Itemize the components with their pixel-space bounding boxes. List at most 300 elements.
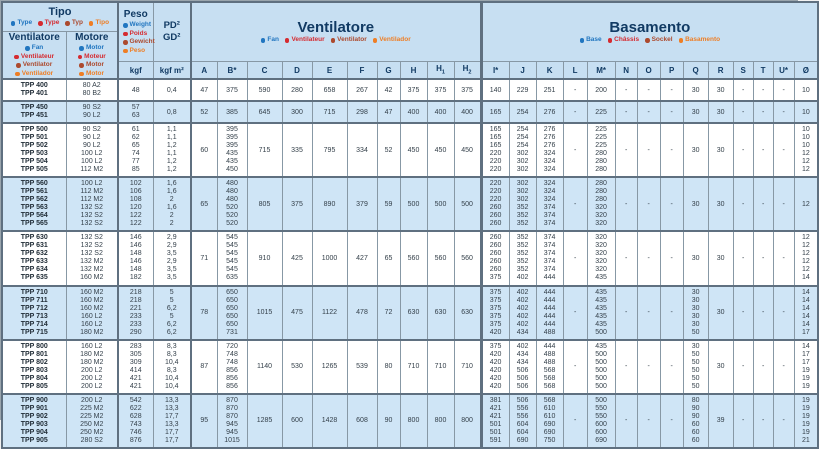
cell-n: -	[615, 231, 637, 285]
bullet-icon	[645, 38, 650, 43]
cell-b: 870 870 870 945 945 1015	[217, 394, 247, 448]
cell-f: 539	[347, 340, 377, 394]
cell-kgfm2: 0,8	[153, 101, 191, 123]
dim-column-header-h1: $H_1$	[427, 62, 454, 80]
cell-models: TPP 710 TPP 711 TPP 712 TPP 713 TPP 714 TPP 715	[2, 286, 66, 340]
cell-q: 30	[683, 123, 708, 177]
cell-m: 320 320 320 320 320 435	[587, 231, 615, 285]
basamento-section-langs	[483, 36, 818, 45]
cell-h1: 710	[427, 340, 454, 394]
ventilatore-section-langs	[192, 36, 480, 45]
cell-h: 375	[400, 79, 427, 101]
bullet-icon	[16, 63, 21, 68]
cell-dia: 19 19 19 19 19 21	[794, 394, 818, 448]
cell-f: 379	[347, 177, 377, 231]
cell-u: -	[773, 177, 794, 231]
cell-k: 568 610 610 690 690 750	[536, 394, 563, 448]
cell-a: 87	[191, 340, 217, 394]
bullet-icon	[285, 38, 290, 43]
cell-t: -	[753, 177, 773, 231]
cell-p: -	[660, 177, 683, 231]
ventilatore-column-header	[2, 32, 66, 80]
cell-o: -	[637, 101, 660, 123]
lang-label: Ventilator	[331, 36, 367, 45]
cell-s: -	[733, 394, 753, 448]
group-row-tpp-630	[2, 231, 818, 285]
cell-e: 715	[312, 101, 347, 123]
dim-column-header-k: K	[536, 62, 563, 80]
cell-kgfm2: 2,9 2,9 3,5 2,9 3,5 3,5	[153, 231, 191, 285]
cell-i: 165	[481, 101, 509, 123]
dim-column-header-l: L	[563, 62, 587, 80]
cell-kgf: 61 62 65 74 77 85	[118, 123, 153, 177]
cell-i: 165 165 165 220 220 220	[481, 123, 509, 177]
lang-label: Gewicht	[123, 38, 155, 47]
cell-c: 1015	[247, 286, 282, 340]
cell-g: 72	[377, 286, 400, 340]
cell-q: 30 30 30 30 30 50	[683, 286, 708, 340]
lang-label: Ventilator	[16, 61, 52, 70]
cell-j: 254 254 254 302 302 302	[509, 123, 536, 177]
bullet-icon	[25, 46, 30, 51]
cell-m: 435 500 500 500 500 500	[587, 340, 615, 394]
tipo-title: Tipo	[48, 6, 72, 19]
kgf-unit-header: kgf	[118, 62, 153, 80]
cell-l: -	[563, 394, 587, 448]
bullet-icon	[580, 38, 585, 43]
peso-langs	[119, 21, 153, 55]
dim-column-header-h: H	[400, 62, 427, 80]
cell-d: 475	[282, 286, 312, 340]
cell-dia: 14 17 17 19 19 19	[794, 340, 818, 394]
cell-models: TPP 630 TPP 631 TPP 632 TPP 633 TPP 634 TPP 635	[2, 231, 66, 285]
ventilatore-column-title: Ventilatore	[8, 32, 60, 43]
cell-q: 30	[683, 79, 708, 101]
cell-r: 39	[708, 394, 733, 448]
cell-l: -	[563, 177, 587, 231]
cell-f: 478	[347, 286, 377, 340]
cell-kgf: 48	[118, 79, 153, 101]
cell-h: 450	[400, 123, 427, 177]
cell-models: TPP 450 TPP 451	[2, 101, 66, 123]
cell-h: 500	[400, 177, 427, 231]
cell-dia: 10	[794, 79, 818, 101]
cell-h1: 400	[427, 101, 454, 123]
lang-label: Poids	[123, 30, 147, 39]
dim-column-header-o: O	[637, 62, 660, 80]
cell-e: 795	[312, 123, 347, 177]
lang-label: Motor	[79, 70, 104, 79]
cell-h: 800	[400, 394, 427, 448]
cell-motors: 160 L2 180 M2 180 M2 200 L2 200 L2 200 L2	[66, 340, 118, 394]
cell-t: -	[753, 286, 773, 340]
cell-i: 375 375 375 375 375 420	[481, 286, 509, 340]
cell-j: 254	[509, 101, 536, 123]
dim-column-header-n: N	[615, 62, 637, 80]
lang-label: Basamento	[679, 36, 721, 45]
cell-n: -	[615, 340, 637, 394]
cell-h2: 560	[454, 231, 481, 285]
cell-n: -	[615, 394, 637, 448]
bullet-icon	[15, 72, 20, 77]
lang-label: Tipo	[89, 19, 109, 28]
cell-h2: 500	[454, 177, 481, 231]
cell-t: -	[753, 123, 773, 177]
cell-s: -	[733, 123, 753, 177]
cell-a: 47	[191, 79, 217, 101]
cell-b: 650 650 650 650 650 731	[217, 286, 247, 340]
ventilatore-column-langs	[3, 44, 66, 78]
cell-kgf: 57 63	[118, 101, 153, 123]
cell-kgf: 102 106 108 120 122 122	[118, 177, 153, 231]
cell-j: 302 302 302 352 352 352	[509, 177, 536, 231]
cell-kgfm2: 8,3 8,3 10,4 8,3 10,4 10,4	[153, 340, 191, 394]
cell-k: 444 488 488 568 568 568	[536, 340, 563, 394]
cell-i: 381 421 421 501 501 591	[481, 394, 509, 448]
lang-label: Weight	[123, 21, 151, 30]
cell-o: -	[637, 340, 660, 394]
cell-g: 90	[377, 394, 400, 448]
cell-g: 47	[377, 101, 400, 123]
cell-k: 276	[536, 101, 563, 123]
cell-s: -	[733, 79, 753, 101]
cell-d: 425	[282, 231, 312, 285]
lang-label: Ventilador	[373, 36, 411, 45]
motore-column-header	[66, 32, 118, 80]
cell-b: 545 545 545 545 545 635	[217, 231, 247, 285]
cell-h2: 630	[454, 286, 481, 340]
cell-h1: 450	[427, 123, 454, 177]
cell-models: TPP 400 TPP 401	[2, 79, 66, 101]
dim-column-header-c: C	[247, 62, 282, 80]
dim-column-header-dia: Ø	[794, 62, 818, 80]
bullet-icon	[11, 21, 16, 26]
cell-b: 720 748 748 856 856 856	[217, 340, 247, 394]
cell-r: 30	[708, 286, 733, 340]
cell-p: -	[660, 286, 683, 340]
cell-d: 335	[282, 123, 312, 177]
dim-column-header-q: Q	[683, 62, 708, 80]
cell-h2: 800	[454, 394, 481, 448]
cell-u: -	[773, 394, 794, 448]
cell-l: -	[563, 286, 587, 340]
dim-column-header-g: G	[377, 62, 400, 80]
cell-l: -	[563, 231, 587, 285]
dim-column-header-s: S	[733, 62, 753, 80]
bullet-icon	[89, 21, 94, 26]
cell-k: 276 276 276 324 324 324	[536, 123, 563, 177]
cell-q: 30	[683, 177, 708, 231]
cell-kgf: 283 305 309 414 421 421	[118, 340, 153, 394]
cell-o: -	[637, 79, 660, 101]
cell-motors: 90 S2 90 L2	[66, 101, 118, 123]
cell-q: 30 50 50 50 50 50	[683, 340, 708, 394]
lang-label: Motor	[79, 44, 104, 53]
cell-s: -	[733, 340, 753, 394]
cell-o: -	[637, 231, 660, 285]
cell-i: 140	[481, 79, 509, 101]
cell-c: 590	[247, 79, 282, 101]
cell-kgfm2: 0,4	[153, 79, 191, 101]
cell-i: 220 220 220 260 260 260	[481, 177, 509, 231]
cell-s: -	[733, 177, 753, 231]
lang-label: Type	[38, 19, 59, 28]
group-row-tpp-800	[2, 340, 818, 394]
lang-label: Type	[11, 19, 32, 28]
group-row-tpp-400	[2, 79, 818, 101]
basamento-section-title: Basamento	[609, 19, 691, 37]
cell-a: 95	[191, 394, 217, 448]
dim-column-header-j: J	[509, 62, 536, 80]
cell-m: 500 550 550 600 600 690	[587, 394, 615, 448]
lang-label: Ventilateur	[285, 36, 325, 45]
cell-c: 1140	[247, 340, 282, 394]
cell-f: 334	[347, 123, 377, 177]
group-row-tpp-450	[2, 101, 818, 123]
cell-motors: 100 L2 112 M2 112 M2 132 S2 132 S2 132 S2	[66, 177, 118, 231]
cell-k: 444 444 444 444 444 488	[536, 286, 563, 340]
group-row-tpp-500	[2, 123, 818, 177]
cell-d: 530	[282, 340, 312, 394]
cell-l: -	[563, 340, 587, 394]
cell-p: -	[660, 101, 683, 123]
cell-motors: 160 M2 160 M2 160 M2 160 L2 160 L2 180 M2	[66, 286, 118, 340]
cell-r: 30	[708, 79, 733, 101]
cell-u: -	[773, 123, 794, 177]
cell-kgf: 542 622 628 743 746 876	[118, 394, 153, 448]
bullet-icon	[261, 38, 266, 43]
cell-h: 630	[400, 286, 427, 340]
bullet-icon	[123, 32, 128, 37]
cell-b: 375	[217, 79, 247, 101]
cell-e: 658	[312, 79, 347, 101]
cell-n: -	[615, 286, 637, 340]
cell-j: 506 556 556 604 604 690	[509, 394, 536, 448]
cell-kgfm2: 13,3 13,3 17,7 13,3 17,7 17,7	[153, 394, 191, 448]
motore-column-langs	[67, 44, 118, 78]
cell-k: 374 374 374 374 374 444	[536, 231, 563, 285]
cell-t: -	[753, 101, 773, 123]
basamento-section-header	[481, 2, 818, 62]
cell-c: 1285	[247, 394, 282, 448]
group-row-tpp-710	[2, 286, 818, 340]
lang-label: Ventilador	[15, 70, 53, 79]
cell-e: 1000	[312, 231, 347, 285]
ventilatore-section-title: Ventilatore	[297, 19, 375, 37]
cell-dia: 10 10 10 12 12 12	[794, 123, 818, 177]
bullet-icon	[14, 55, 19, 60]
cell-p: -	[660, 231, 683, 285]
cell-o: -	[637, 123, 660, 177]
cell-m: 435 435 435 435 435 500	[587, 286, 615, 340]
cell-r: 30	[708, 231, 733, 285]
cell-e: 890	[312, 177, 347, 231]
cell-c: 805	[247, 177, 282, 231]
cell-f: 608	[347, 394, 377, 448]
bullet-icon	[123, 49, 128, 54]
ventilatore-section-header	[191, 2, 481, 62]
lang-label: Châssis	[608, 36, 639, 45]
cell-h1: 375	[427, 79, 454, 101]
cell-r: 30	[708, 340, 733, 394]
cell-p: -	[660, 394, 683, 448]
dim-column-header-a: A	[191, 62, 217, 80]
bullet-icon	[679, 38, 684, 43]
cell-j: 229	[509, 79, 536, 101]
group-row-tpp-900	[2, 394, 818, 448]
cell-kgf: 146 146 148 146 148 182	[118, 231, 153, 285]
bullet-icon	[123, 23, 128, 28]
cell-m: 225	[587, 101, 615, 123]
cell-j: 352 352 352 352 352 402	[509, 231, 536, 285]
cell-q: 30	[683, 231, 708, 285]
bullet-icon	[65, 21, 70, 26]
cell-o: -	[637, 394, 660, 448]
dim-column-header-b: B*	[217, 62, 247, 80]
lang-label: Typ	[65, 19, 83, 28]
lang-label: Base	[580, 36, 602, 45]
cell-n: -	[615, 177, 637, 231]
gd-label: GD²	[163, 32, 181, 43]
cell-k: 251	[536, 79, 563, 101]
cell-motors: 200 L2 225 M2 225 M2 250 M2 250 M2 280 S2	[66, 394, 118, 448]
cell-kgf: 218 218 221 233 233 290	[118, 286, 153, 340]
pd-gd-header	[153, 2, 191, 62]
cell-g: 80	[377, 340, 400, 394]
cell-i: 375 420 420 420 420 420	[481, 340, 509, 394]
fan-dimensions-table	[1, 1, 819, 449]
tipo-langs	[3, 19, 117, 28]
cell-s: -	[733, 231, 753, 285]
cell-e: 1428	[312, 394, 347, 448]
cell-h1: 800	[427, 394, 454, 448]
cell-l: -	[563, 79, 587, 101]
cell-m: 200	[587, 79, 615, 101]
cell-d: 600	[282, 394, 312, 448]
lang-label: Fan	[25, 44, 43, 53]
cell-h: 560	[400, 231, 427, 285]
cell-b: 395 395 395 435 435 450	[217, 123, 247, 177]
pd-label: PD²	[163, 20, 180, 31]
cell-f: 298	[347, 101, 377, 123]
cell-o: -	[637, 177, 660, 231]
cell-d: 375	[282, 177, 312, 231]
cell-g: 65	[377, 231, 400, 285]
cell-u: -	[773, 231, 794, 285]
cell-dia: 12	[794, 177, 818, 231]
tipo-header	[2, 2, 118, 32]
cell-p: -	[660, 340, 683, 394]
lang-label: Moteur	[78, 53, 106, 62]
cell-b: 480 480 480 520 520 520	[217, 177, 247, 231]
cell-u: -	[773, 101, 794, 123]
cell-models: TPP 800 TPP 801 TPP 802 TPP 803 TPP 804 TPP 805	[2, 340, 66, 394]
cell-p: -	[660, 123, 683, 177]
cell-r: 30	[708, 101, 733, 123]
cell-h2: 375	[454, 79, 481, 101]
bullet-icon	[331, 38, 336, 43]
bullet-icon	[79, 46, 84, 51]
cell-a: 52	[191, 101, 217, 123]
lang-label: Motor	[79, 61, 104, 70]
cell-e: 1265	[312, 340, 347, 394]
cell-n: -	[615, 123, 637, 177]
cell-motors: 80 A2 80 B2	[66, 79, 118, 101]
cell-n: -	[615, 79, 637, 101]
cell-h: 400	[400, 101, 427, 123]
cell-h2: 450	[454, 123, 481, 177]
cell-q: 80 90 90 60 60 60	[683, 394, 708, 448]
cell-c: 910	[247, 231, 282, 285]
group-row-tpp-560	[2, 177, 818, 231]
bullet-icon	[608, 38, 613, 43]
cell-g: 52	[377, 123, 400, 177]
lang-label: Fan	[261, 36, 279, 45]
cell-e: 1122	[312, 286, 347, 340]
cell-kgfm2: 1,1 1,1 1,2 1,1 1,2 1,2	[153, 123, 191, 177]
cell-a: 78	[191, 286, 217, 340]
cell-f: 267	[347, 79, 377, 101]
cell-u: -	[773, 286, 794, 340]
cell-models: TPP 500 TPP 501 TPP 502 TPP 503 TPP 504 TPP 505	[2, 123, 66, 177]
peso-header	[118, 2, 153, 62]
cell-o: -	[637, 286, 660, 340]
cell-i: 260 260 260 260 260 375	[481, 231, 509, 285]
cell-d: 280	[282, 79, 312, 101]
cell-h1: 560	[427, 231, 454, 285]
cell-dia: 14 14 14 14 14 17	[794, 286, 818, 340]
cell-j: 402 434 434 506 506 506	[509, 340, 536, 394]
cell-t: -	[753, 231, 773, 285]
bullet-icon	[78, 55, 83, 60]
cell-t: -	[753, 394, 773, 448]
cell-kgfm2: 1,6 1,6 2 1,6 2 2	[153, 177, 191, 231]
cell-h: 710	[400, 340, 427, 394]
cell-s: -	[733, 286, 753, 340]
dim-column-header-r: R	[708, 62, 733, 80]
cell-h2: 400	[454, 101, 481, 123]
cell-t: -	[753, 79, 773, 101]
cell-h1: 630	[427, 286, 454, 340]
cell-k: 324 324 324 374 374 374	[536, 177, 563, 231]
cell-l: -	[563, 123, 587, 177]
cell-a: 71	[191, 231, 217, 285]
cell-j: 402 402 402 402 402 434	[509, 286, 536, 340]
dim-column-header-i: I*	[481, 62, 509, 80]
bullet-icon	[123, 40, 128, 45]
cell-dia: 10	[794, 101, 818, 123]
cell-a: 60	[191, 123, 217, 177]
cell-models: TPP 900 TPP 901 TPP 902 TPP 903 TPP 904 TPP 905	[2, 394, 66, 448]
cell-b: 385	[217, 101, 247, 123]
lang-label: Peso	[123, 47, 145, 56]
cell-g: 42	[377, 79, 400, 101]
lang-label: Sockel	[645, 36, 672, 45]
cell-s: -	[733, 101, 753, 123]
cell-p: -	[660, 79, 683, 101]
cell-m: 225 225 225 280 280 280	[587, 123, 615, 177]
dim-column-header-t: T	[753, 62, 773, 80]
cell-u: -	[773, 79, 794, 101]
bullet-icon	[38, 21, 43, 26]
cell-n: -	[615, 101, 637, 123]
bullet-icon	[373, 38, 378, 43]
cell-l: -	[563, 101, 587, 123]
motore-column-title: Motore	[75, 32, 109, 43]
cell-dia: 12 12 12 12 12 14	[794, 231, 818, 285]
dim-column-header-p: P	[660, 62, 683, 80]
cell-kgfm2: 5 5 6,2 5 6,2 6,2	[153, 286, 191, 340]
